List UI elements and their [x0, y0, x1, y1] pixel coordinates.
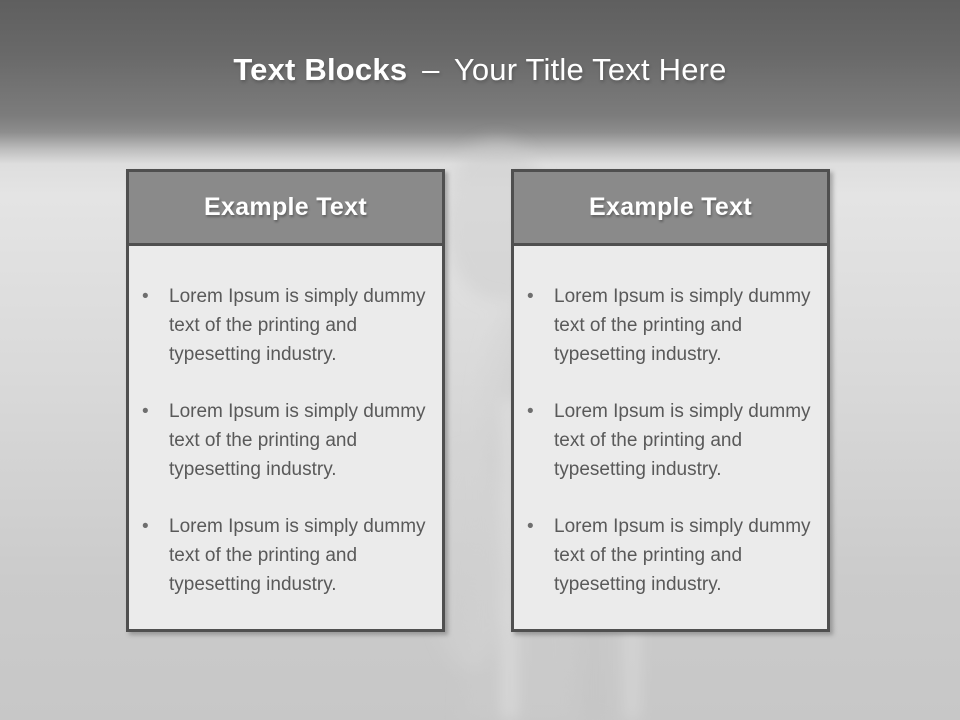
list-item	[139, 397, 428, 484]
bullet-icon: •	[142, 401, 149, 422]
bullet-text: Lorem Ipsum is simply dummy text of the printing and typesetting industry.	[554, 516, 811, 595]
text-block-right-header: Example Text	[514, 172, 827, 246]
list-item	[524, 397, 813, 484]
bullet-text: Lorem Ipsum is simply dummy text of the printing and typesetting industry.	[169, 516, 426, 595]
text-block-left-header: Example Text	[129, 172, 442, 246]
list-item	[524, 512, 813, 599]
bullet-text: Lorem Ipsum is simply dummy text of the printing and typesetting industry.	[169, 286, 426, 365]
list-item	[524, 282, 813, 369]
slide-title-bold: Text Blocks	[233, 52, 408, 87]
text-blocks-row	[126, 169, 830, 632]
slide-title-separator: –	[422, 52, 440, 87]
bullet-icon: •	[527, 286, 534, 307]
text-block-left-body	[129, 246, 442, 599]
list-item	[139, 512, 428, 599]
bullet-text: Lorem Ipsum is simply dummy text of the printing and typesetting industry.	[169, 401, 426, 480]
bullet-text: Lorem Ipsum is simply dummy text of the printing and typesetting industry.	[554, 401, 811, 480]
text-block-left	[126, 169, 445, 632]
bullet-icon: •	[142, 286, 149, 307]
bullet-icon: •	[142, 516, 149, 537]
slide-title-regular: Your Title Text Here	[453, 52, 727, 87]
bullet-icon: •	[527, 516, 534, 537]
text-block-right	[511, 169, 830, 632]
bullet-text: Lorem Ipsum is simply dummy text of the printing and typesetting industry.	[554, 286, 811, 365]
text-block-right-body	[514, 246, 827, 599]
slide-title	[0, 52, 960, 88]
list-item	[139, 282, 428, 369]
bullet-icon: •	[527, 401, 534, 422]
